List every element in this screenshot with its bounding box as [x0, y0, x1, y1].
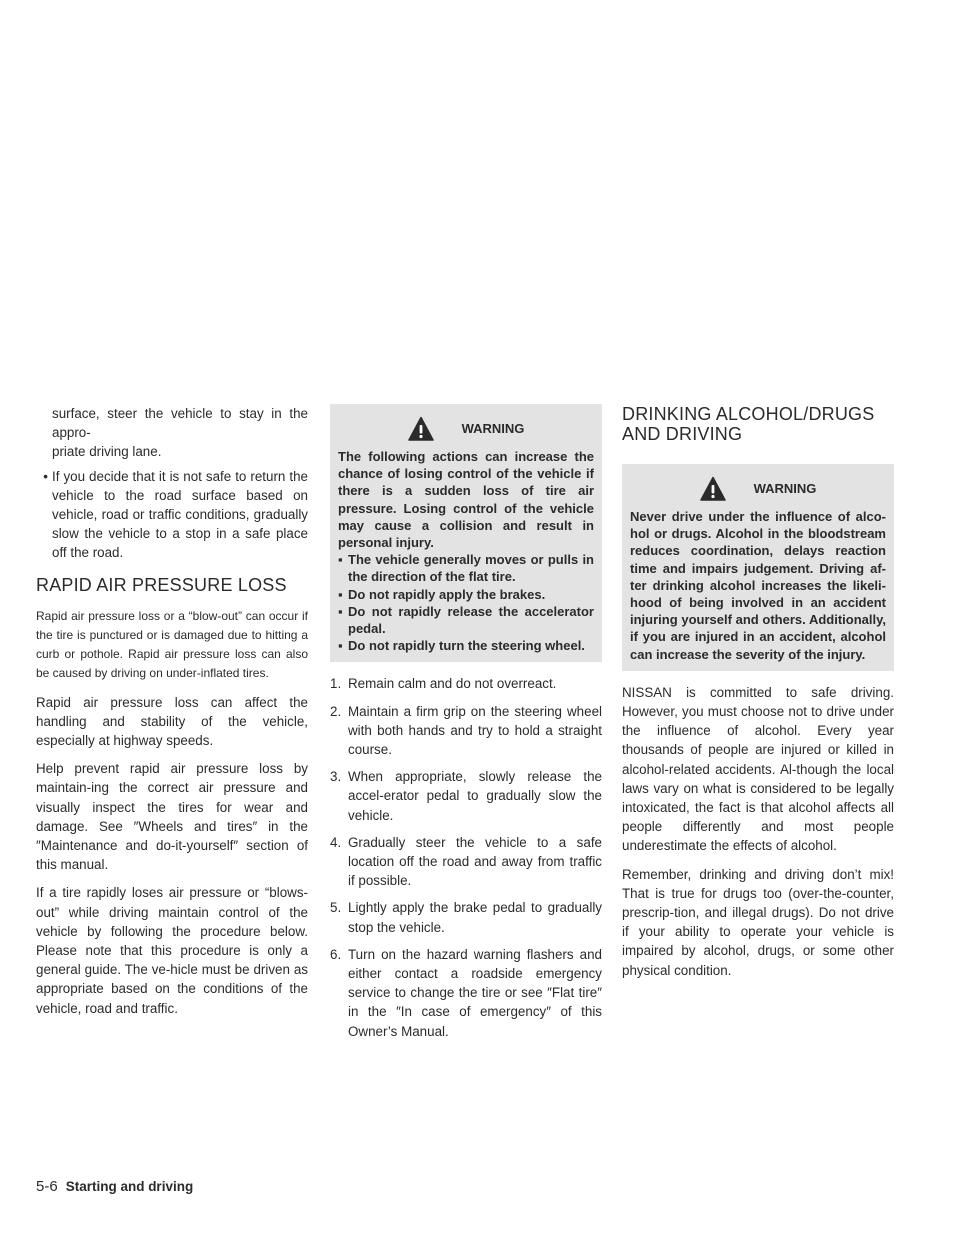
step-text: Remain calm and do not overreact. — [348, 676, 557, 692]
bullet-text: If you decide that it is not safe to return the vehicle to the road surface based on vehicle, road or traffic conditions, gradually slow the vehicle to a stop in a safe place off the road. — [52, 468, 308, 561]
warning-list-item: ▪ Do not rapidly turn the steering wheel. — [338, 637, 594, 654]
procedure-step — [330, 898, 602, 936]
continued-line-2: priate driving lane. — [52, 444, 162, 460]
procedure-steps — [330, 674, 602, 1040]
warning-list-text: Do not rapidly turn the steering wheel. — [348, 638, 585, 654]
warning-list-text: The vehicle generally moves or pulls in the direction of the flat tire. — [348, 552, 594, 585]
procedure-step — [330, 767, 602, 825]
warning-triangle-icon — [700, 476, 726, 502]
warning-text: Never drive under the influence of alco-hol or drugs. Alcohol in the bloodstream reduces coordination, delays reaction time and impairs judgement. Driving af-ter drinking alcohol increases the likeli-hood of being involved in an accident injuring yourself and others. Additionally, if you are injured in an accident, alcohol can increase the severity of the injury. — [630, 509, 886, 662]
bullet-marker: • — [43, 468, 48, 484]
step-number: 3. — [330, 769, 342, 785]
column-3 — [622, 404, 894, 989]
warning-list-item: ▪ Do not rapidly apply the brakes. — [338, 586, 594, 603]
step-text: Lightly apply the brake pedal to gradually stop the vehicle. — [348, 900, 602, 935]
section-heading-rapid-air-pressure-loss: RAPID AIR PRESSURE LOSS — [36, 574, 287, 595]
warning-list-item: ▪ Do not rapidly release the accelerator pedal. — [338, 603, 594, 637]
page-number: 5-6 — [36, 1178, 58, 1195]
step-text: Maintain a firm grip on the steering wheel with both hands and try to hold a straight course. — [348, 703, 602, 758]
paragraph: Help prevent rapid air pressure loss by maintain-ing the correct air pressure and visually inspect the tires for wear and damage. See ″Wheels and tires″ in the ″Maintenance and do-it-yourself″ section of this manual. — [36, 761, 308, 873]
procedure-step — [330, 702, 602, 760]
step-number: 2. — [330, 703, 342, 719]
warning-header — [630, 474, 886, 504]
bullet-item — [36, 467, 308, 563]
warning-box — [330, 404, 602, 662]
warning-list-text: Do not rapidly apply the brakes. — [348, 586, 546, 602]
procedure-step — [330, 833, 602, 891]
column-2 — [330, 404, 602, 1049]
warning-body — [338, 448, 594, 654]
paragraph: Remember, drinking and driving don’t mix! That is true for drugs too (over-the-counter, prescrip-tion, and illegal drugs). Do not drive if your ability to operate your vehicle is impaired by alcohol, drugs, or some other physical condition. — [622, 866, 894, 978]
step-text: Turn on the hazard warning flashers and either contact a roadside emergency service to change the tire or see ″Flat tire″ in the ″In case of emergency″ of this Owner’s Manual. — [348, 946, 602, 1039]
continued-line-1: surface, steer the vehicle to stay in the appro- — [52, 406, 308, 441]
section-name: Starting and driving — [65, 1179, 194, 1194]
warning-title: WARNING — [753, 481, 817, 497]
step-number: 5. — [330, 900, 342, 916]
step-text: When appropriate, slowly release the accel-erator pedal to gradually slow the vehicle. — [348, 769, 602, 823]
warning-triangle-icon — [408, 416, 434, 442]
continued-bullet-text — [36, 404, 308, 462]
section-heading-drinking-alcohol: DRINKING ALCOHOL/DRUGS AND DRIVING — [622, 404, 875, 444]
warning-box — [622, 464, 894, 671]
paragraph: NISSAN is committed to safe driving. However, you must choose not to drive under the influence of alcohol. Every year thousands of people are injured or killed in alcohol-related accidents. Al-though the local laws vary on what is considered to be legally intoxicated, the fact is that alcohol affects all people differently and most people underestimate the effects of alcohol. — [622, 684, 894, 854]
procedure-step — [330, 674, 602, 693]
procedure-step — [330, 945, 602, 1041]
step-number: 1. — [330, 676, 342, 692]
step-number: 4. — [330, 834, 342, 850]
column-1 — [36, 404, 308, 1027]
warning-title: WARNING — [461, 421, 525, 437]
warning-list-item: ▪ The vehicle generally moves or pulls in the direction of the flat tire. — [338, 552, 594, 585]
page-footer — [36, 1178, 193, 1195]
paragraph: Rapid air pressure loss can affect the handling and stability of the vehicle, especially at highway speeds. — [36, 694, 308, 749]
step-number: 6. — [330, 946, 342, 962]
warning-list-text: Do not rapidly release the accelerator pedal. — [348, 603, 594, 637]
warning-header — [338, 414, 594, 444]
step-text: Gradually steer the vehicle to a safe location off the road and away from traffic if possible. — [348, 834, 602, 889]
paragraph: If a tire rapidly loses air pressure or “blows-out” while driving maintain control of the vehicle by following the procedure below. Please note that this procedure is only a general guide. The ve-hicle must be driven as appropriate based on the conditions of the vehicle, road and traffic. — [36, 885, 308, 1016]
warning-text: The following actions can increase the chance of losing control of the vehicle if there is a sudden loss of tire air pressure. Losing control of the vehicle may cause a collision and result in personal injury. — [338, 449, 594, 551]
intro-paragraph: Rapid air pressure loss or a “blow-out” can occur if the tire is punctured or is damaged due to hitting a curb or pothole. Rapid air pressure loss can also be caused by driving on under-inflated tires. — [36, 608, 308, 680]
